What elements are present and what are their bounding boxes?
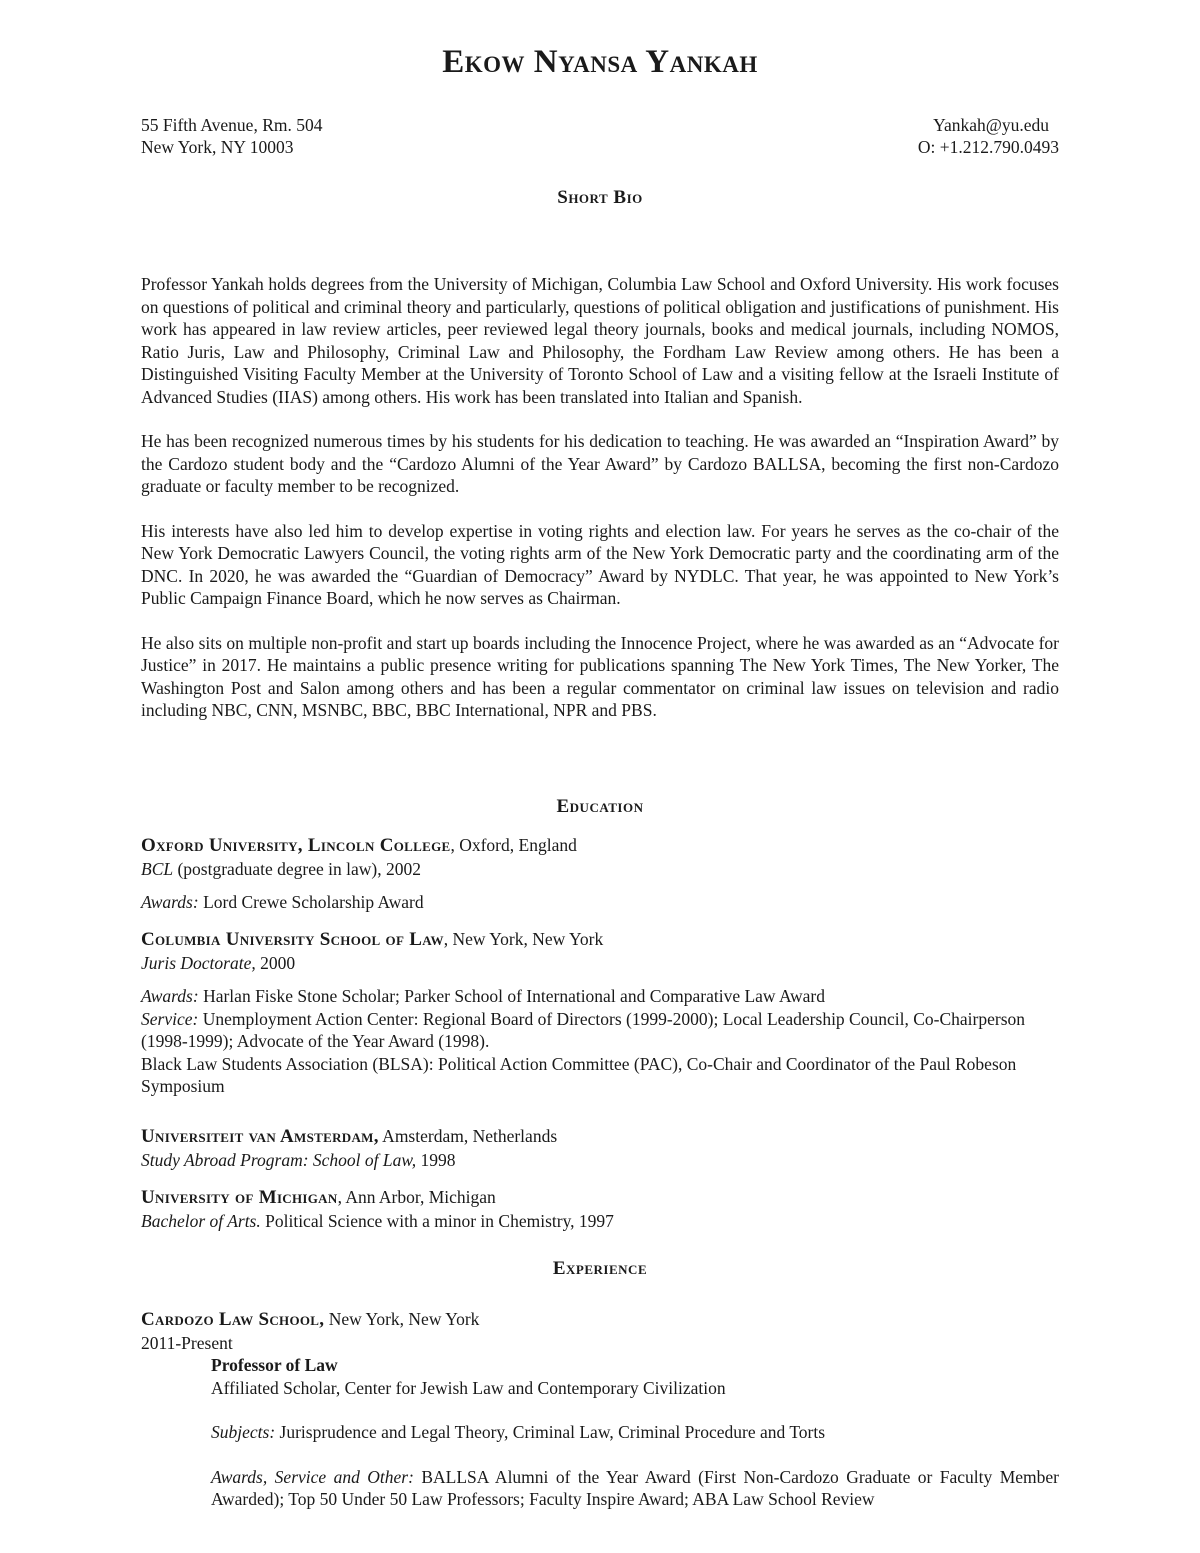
school-location: , Ann Arbor, Michigan [337, 1187, 496, 1207]
degree-name: Juris Doctorate, [141, 952, 256, 973]
awards-text: BALLSA Alumni of the Year Award (First Non-Cardozo Graduate or Faculty Member Awarded); Top 50 Under 50 Law Professors; Faculty Inspire Award; ABA Law School Review [211, 1466, 1059, 1509]
program-name: Study Abroad Program: School of Law, [141, 1149, 417, 1170]
bio-paragraph-4: He also sits on multiple non-profit and start up boards including the Innocence Project, where he was awarded as an “Advocate for Justice” in 2017. He maintains a public presence writing for publications spanning The New York Times, The New Yorker, The Washington Post and Salon among others and has been a regular commentator on criminal law issues on television and radio including NBC, CNN, MSNBC, BBC, BBC International, NPR and PBS. [141, 632, 1059, 720]
employer-name: Cardozo Law School, [141, 1309, 325, 1330]
email-text: Yankah@yu.edu [933, 115, 1049, 135]
subjects-label: Subjects: [211, 1422, 276, 1442]
bio-paragraph-2: He has been recognized numerous times by his students for his dedication to teaching. He was awarded an “Inspiration Award” by the Cardozo student body and the “Cardozo Alumni of the Year Award” by Cardozo BALLSA, becoming the first non-Cardozo graduate or faculty member to be recognized. [141, 431, 1059, 496]
employment-dates: 2011-Present [141, 1332, 233, 1353]
school-name: University of Michigan [141, 1187, 338, 1208]
subjects-text: Jurisprudence and Legal Theory, Criminal Law, Criminal Procedure and Torts [275, 1422, 826, 1442]
service-label: Service: [141, 1008, 199, 1029]
awards-text: Lord Crewe Scholarship Award [198, 892, 424, 912]
education-heading: Education [556, 796, 644, 817]
awards-text: Harlan Fiske Stone Scholar; Parker School of International and Comparative Law Award [198, 986, 825, 1006]
degree-details: 2000 [255, 952, 296, 973]
employer-location: New York, New York [324, 1309, 480, 1329]
blsa-text: Black Law Students Association (BLSA): Political Action Committee (PAC), Co-Chair and Coordinator of the Paul Robeson Symposium [141, 1053, 1017, 1096]
education-entry-amsterdam [141, 1125, 1059, 1171]
school-location: , Oxford, England [450, 835, 577, 855]
program-details: 1998 [416, 1149, 456, 1170]
bio-paragraph-1: Professor Yankah holds degrees from the University of Michigan, Columbia Law School and Oxford University. His work focuses on questions of political and criminal theory and particularly, questions of political obligation and justifications of punishment. His work has appeared in law review articles, peer reviewed legal theory journals, books and medical journals, including NOMOS, Ratio Juris, Law and Philosophy, Criminal Law and Philosophy, the Fordham Law Review among others. He has been a Distinguished Visiting Faculty Member at the University of Toronto School of Law and a visiting fellow at the Israeli Institute of Advanced Studies (IIAS) among others. His work has been translated into Italian and Spanish. [141, 274, 1059, 407]
phone-text: O: +1.212.790.0493 [917, 137, 1059, 157]
experience-heading: Experience [552, 1258, 648, 1279]
awards-label: Awards, Service and Other: [211, 1466, 414, 1487]
education-entry-oxford [141, 834, 1059, 914]
school-name: Columbia University School of Law [141, 929, 444, 950]
school-location: Amsterdam, Netherlands [378, 1126, 558, 1146]
contact-details [918, 114, 1059, 158]
short-bio-body [141, 273, 1059, 722]
school-location: , New York, New York [443, 929, 604, 949]
job-affiliation: Affiliated Scholar, Center for Jewish Law and Contemporary Civilization [211, 1377, 726, 1398]
education-entry-columbia [141, 928, 1059, 1098]
address-line-1: 55 Fifth Avenue, Rm. 504 [141, 115, 323, 135]
school-name: Universiteit van Amsterdam, [141, 1126, 379, 1147]
address-line-2: New York, NY 10003 [141, 137, 294, 157]
degree-details: (postgraduate degree in law), 2002 [173, 858, 421, 879]
education-entry-michigan [141, 1186, 1059, 1232]
awards-label: Awards: [141, 892, 199, 912]
short-bio-heading: Short Bio [557, 187, 643, 208]
degree-name: Bachelor of Arts. [141, 1210, 261, 1231]
experience-entry-cardozo [141, 1308, 1059, 1511]
school-name: Oxford University, Lincoln College [141, 835, 451, 856]
degree-name: BCL [141, 858, 174, 879]
address-block [141, 114, 322, 158]
bio-paragraph-3: His interests have also led him to develop expertise in voting rights and election law. For years he serves as the co-chair of the New York Democratic Lawyers Council, the voting rights arm of the New York Democratic party and the coordinating arm of the DNC. In 2020, he was awarded the “Guardian of Democracy” Award by NYDLC. That year, he was appointed to New York’s Public Campaign Finance Board, which he now serves as Chairman. [141, 520, 1059, 608]
awards-label: Awards: [141, 986, 199, 1006]
service-text: Unemployment Action Center: Regional Board of Directors (1999-2000); Local Leadership Council, Co-Chairperson (1998-1999); Advocate of the Year Award (1998). [141, 1008, 1026, 1051]
job-title: Professor of Law [211, 1355, 338, 1375]
degree-details: Political Science with a minor in Chemistry, 1997 [260, 1210, 614, 1231]
resume-name: Ekow Nyansa Yankah [442, 44, 758, 80]
